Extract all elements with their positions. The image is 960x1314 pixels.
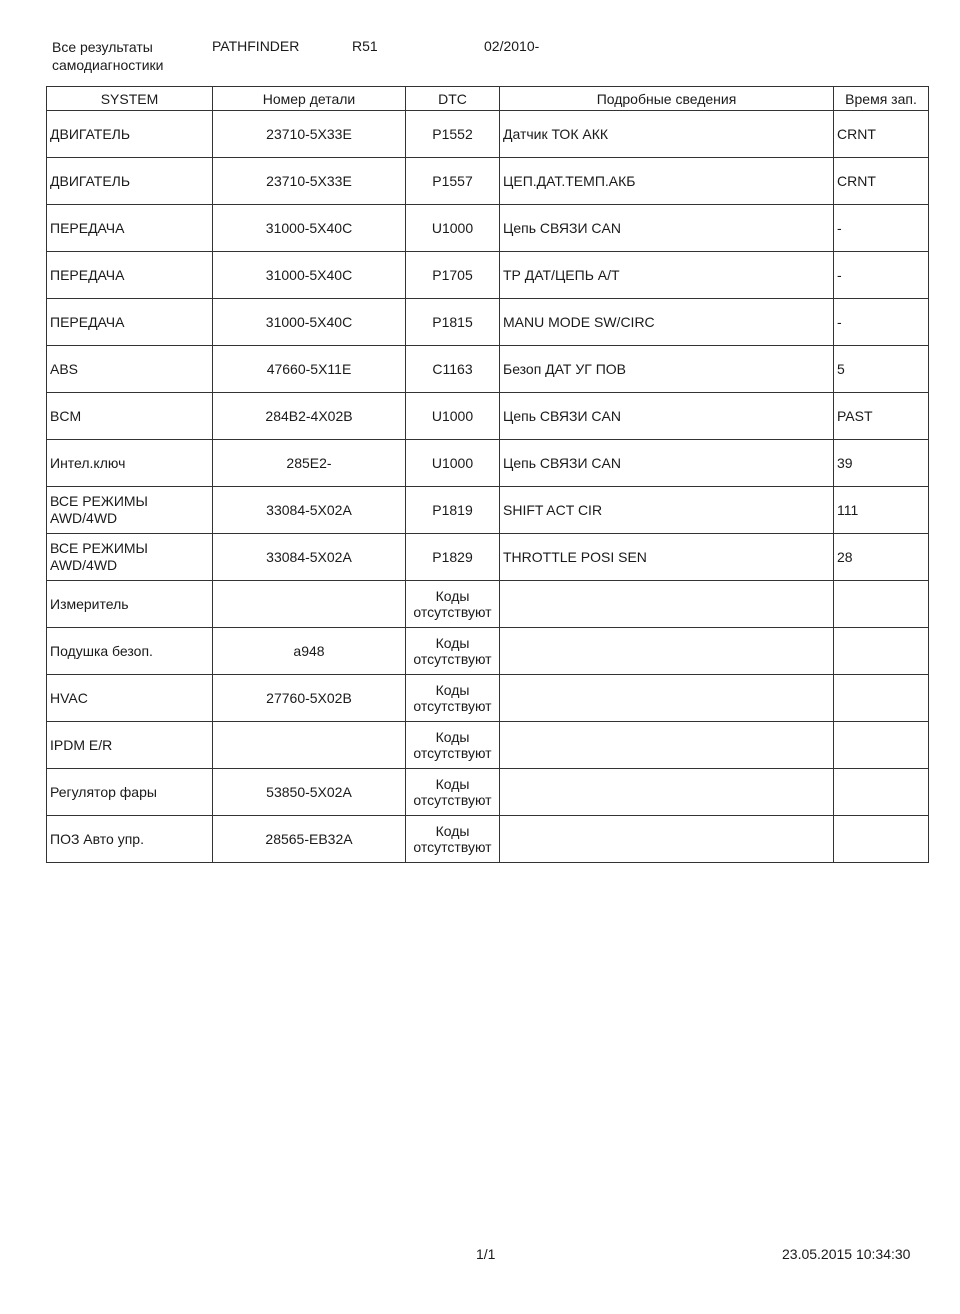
vehicle-date: 02/2010-: [484, 38, 540, 54]
cell-part-number: 23710-5X33E: [213, 158, 406, 205]
vehicle-model: PATHFINDER: [212, 38, 300, 54]
col-system: SYSTEM: [47, 87, 213, 111]
cell-time: -: [834, 205, 929, 252]
cell-part-number: 285E2-: [213, 440, 406, 487]
table-row: [47, 346, 929, 393]
cell-details: ТР ДАТ/ЦЕПЬ А/Т: [500, 252, 834, 299]
cell-dtc: P1552: [406, 111, 500, 158]
cell-time: 5: [834, 346, 929, 393]
cell-details: [500, 628, 834, 675]
col-details: Подробные сведения: [500, 87, 834, 111]
cell-system: ВСЕ РЕЖИМЫ AWD/4WD: [47, 487, 213, 534]
cell-time: 111: [834, 487, 929, 534]
cell-details: Датчик ТОК АКК: [500, 111, 834, 158]
cell-dtc: C1163: [406, 346, 500, 393]
title-line-2: самодиагностики: [52, 57, 164, 73]
cell-part-number: 33084-5X02A: [213, 487, 406, 534]
cell-part-number: 47660-5X11E: [213, 346, 406, 393]
cell-time: CRNT: [834, 111, 929, 158]
cell-details: THROTTLE POSI SEN: [500, 534, 834, 581]
cell-time: [834, 581, 929, 628]
table-row: [47, 816, 929, 863]
cell-details: [500, 769, 834, 816]
table-row: [47, 252, 929, 299]
table-row: [47, 393, 929, 440]
cell-system: ПЕРЕДАЧА: [47, 299, 213, 346]
table-row: [47, 769, 929, 816]
cell-part-number: [213, 581, 406, 628]
vehicle-code: R51: [352, 38, 378, 54]
cell-details: MANU MODE SW/CIRC: [500, 299, 834, 346]
cell-dtc: Коды отсутствуют: [406, 628, 500, 675]
cell-system: ВСЕ РЕЖИМЫ AWD/4WD: [47, 534, 213, 581]
cell-system: ДВИГАТЕЛЬ: [47, 111, 213, 158]
cell-system: Регулятор фары: [47, 769, 213, 816]
cell-part-number: 33084-5X02A: [213, 534, 406, 581]
cell-time: 28: [834, 534, 929, 581]
cell-system: ПЕРЕДАЧА: [47, 205, 213, 252]
cell-dtc: Коды отсутствуют: [406, 722, 500, 769]
cell-time: [834, 722, 929, 769]
cell-dtc: P1815: [406, 299, 500, 346]
cell-time: 39: [834, 440, 929, 487]
cell-dtc: U1000: [406, 205, 500, 252]
cell-dtc: P1557: [406, 158, 500, 205]
cell-time: [834, 628, 929, 675]
col-part-number: Номер детали: [213, 87, 406, 111]
cell-part-number: 31000-5X40C: [213, 252, 406, 299]
cell-dtc: P1705: [406, 252, 500, 299]
cell-details: Безоп ДАТ УГ ПОВ: [500, 346, 834, 393]
cell-details: [500, 722, 834, 769]
cell-time: -: [834, 299, 929, 346]
cell-system: Интел.ключ: [47, 440, 213, 487]
cell-part-number: a948: [213, 628, 406, 675]
cell-details: ЦЕП.ДАТ.ТЕМП.АКБ: [500, 158, 834, 205]
table-row: [47, 722, 929, 769]
table-row: [47, 628, 929, 675]
cell-details: [500, 675, 834, 722]
cell-dtc: P1829: [406, 534, 500, 581]
table-row: [47, 205, 929, 252]
table-row: [47, 440, 929, 487]
cell-details: [500, 816, 834, 863]
table-row: [47, 487, 929, 534]
diagnostics-table: [46, 86, 929, 863]
title-line-1: Все результаты: [52, 39, 153, 55]
cell-dtc: U1000: [406, 440, 500, 487]
cell-details: Цепь СВЯЗИ CAN: [500, 205, 834, 252]
cell-details: Цепь СВЯЗИ CAN: [500, 393, 834, 440]
cell-part-number: 27760-5X02B: [213, 675, 406, 722]
cell-dtc: Коды отсутствуют: [406, 769, 500, 816]
cell-system: ДВИГАТЕЛЬ: [47, 158, 213, 205]
cell-time: [834, 769, 929, 816]
cell-system: ПОЗ Авто упр.: [47, 816, 213, 863]
cell-part-number: 53850-5X02A: [213, 769, 406, 816]
cell-system: BCM: [47, 393, 213, 440]
print-timestamp: 23.05.2015 10:34:30: [782, 1246, 911, 1262]
cell-part-number: 284B2-4X02B: [213, 393, 406, 440]
cell-details: [500, 581, 834, 628]
cell-part-number: 31000-5X40C: [213, 205, 406, 252]
cell-dtc: P1819: [406, 487, 500, 534]
table-row: [47, 111, 929, 158]
col-dtc: DTC: [406, 87, 500, 111]
cell-part-number: [213, 722, 406, 769]
table-header-row: [47, 87, 929, 111]
table-row: [47, 158, 929, 205]
cell-system: Измеритель: [47, 581, 213, 628]
cell-dtc: Коды отсутствуют: [406, 816, 500, 863]
table-row: [47, 581, 929, 628]
table-row: [47, 675, 929, 722]
cell-system: ПЕРЕДАЧА: [47, 252, 213, 299]
cell-system: Подушка безоп.: [47, 628, 213, 675]
cell-part-number: 28565-EB32A: [213, 816, 406, 863]
cell-dtc: Коды отсутствуют: [406, 675, 500, 722]
cell-system: HVAC: [47, 675, 213, 722]
col-time: Время зап.: [834, 87, 929, 111]
cell-details: Цепь СВЯЗИ CAN: [500, 440, 834, 487]
cell-time: -: [834, 252, 929, 299]
cell-time: [834, 675, 929, 722]
cell-time: PAST: [834, 393, 929, 440]
table-row: [47, 534, 929, 581]
cell-system: ABS: [47, 346, 213, 393]
table-row: [47, 299, 929, 346]
report-title: [52, 38, 163, 74]
cell-dtc: U1000: [406, 393, 500, 440]
cell-part-number: 31000-5X40C: [213, 299, 406, 346]
cell-dtc: Коды отсутствуют: [406, 581, 500, 628]
cell-part-number: 23710-5X33E: [213, 111, 406, 158]
cell-details: SHIFT ACT CIR: [500, 487, 834, 534]
cell-system: IPDM E/R: [47, 722, 213, 769]
cell-time: CRNT: [834, 158, 929, 205]
page-number: 1/1: [476, 1246, 496, 1262]
cell-time: [834, 816, 929, 863]
